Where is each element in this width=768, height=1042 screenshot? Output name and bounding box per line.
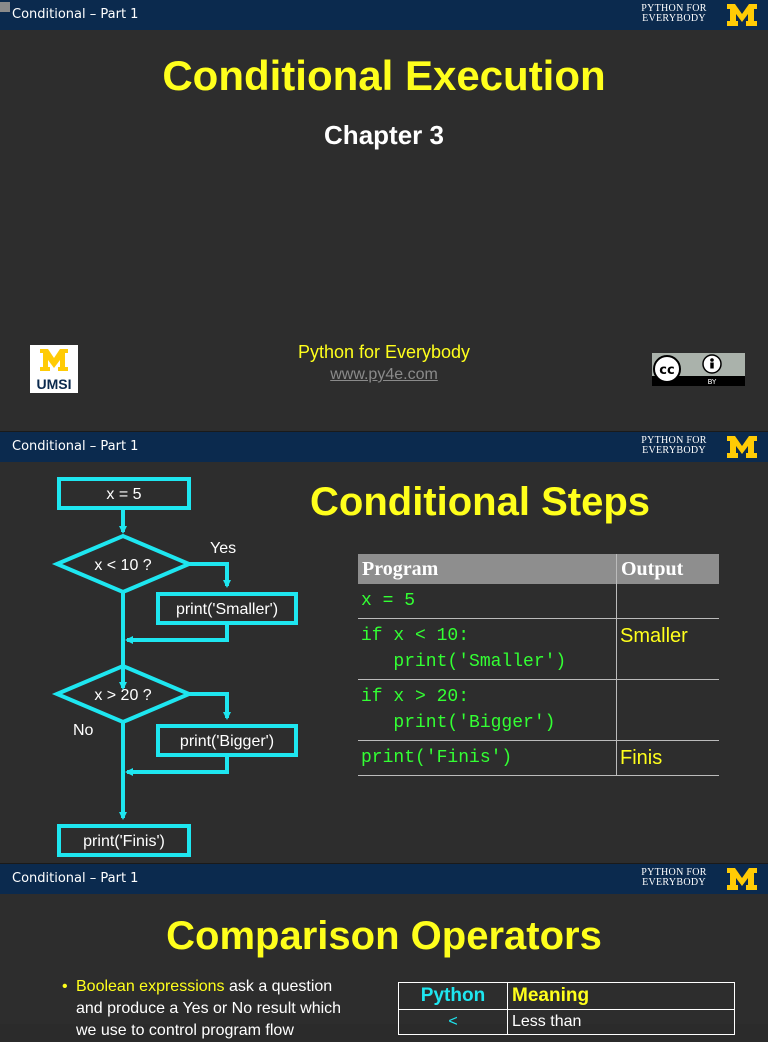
flow-label-bigger: print('Bigger') [179,733,275,750]
table-header-row [358,554,719,584]
block-m-logo [726,3,758,27]
brand-text [634,4,714,24]
code-line: print('Smaller') [361,652,567,672]
header-title: Conditional – Part 1 [12,871,139,886]
operator-cell: < [399,1010,508,1035]
code-cell [358,741,617,776]
output-cell: Finis [617,741,720,776]
output-cell [617,584,720,619]
table-row [358,741,719,776]
flow-label-finis: print('Finis') [83,833,165,850]
slide-header [0,864,768,894]
header-title: Conditional – Part 1 [12,7,139,22]
bullet-highlight: Boolean expressions [76,978,225,995]
flowchart [0,462,340,864]
comparison-table [398,982,735,1035]
column-header-output: Output [617,554,720,584]
brand-line-1: PYTHON FOR [641,435,707,446]
header-title: Conditional – Part 1 [12,439,139,454]
slide-header [0,432,768,462]
slide-conditional-steps [0,432,768,864]
footer-title: Python for Everybody [297,342,471,362]
slide-title-text: Conditional Steps [310,480,650,524]
cc-by-badge [652,353,745,386]
flow-label-assign: x = 5 [106,486,142,503]
flow-label-lt10: x < 10 ? [94,557,152,574]
brand-line-1: PYTHON FOR [641,867,707,878]
brand-line-2: EVERYBODY [642,877,706,888]
program-output-table [358,554,719,776]
flow-label-yes: Yes [210,540,237,557]
code-line: print('Finis') [361,748,513,768]
brand-text [634,436,714,456]
bullet-line-3: we use to control program flow [76,1022,294,1039]
bullet-dot-icon: • [62,978,68,995]
slide-header [0,0,768,30]
table-header-row [399,983,735,1010]
code-line: if x < 10: [361,626,470,646]
chapter-subtitle: Chapter 3 [324,120,444,150]
flow-label-gt20: x > 20 ? [94,687,152,704]
column-header-python: Python [399,983,508,1010]
thumbnail-marker [0,2,10,12]
footer-url-link[interactable]: www.py4e.com [330,366,438,383]
slide-comparison-operators [0,864,768,1039]
table-row [358,680,719,741]
bullet-line-2: and produce a Yes or No result which [76,1000,342,1017]
table-row [358,619,719,680]
output-cell: Smaller [617,619,720,680]
block-m-logo [726,867,758,891]
output-cell [617,680,720,741]
flow-label-no: No [73,722,94,739]
slide-title [0,0,768,432]
code-line: print('Bigger') [361,713,556,733]
code-cell [358,680,617,741]
slide-title-text: Conditional Execution [162,52,606,99]
svg-text:cc: cc [659,363,675,378]
brand-line-2: EVERYBODY [642,445,706,456]
brand-line-2: EVERYBODY [642,13,706,24]
table-row [358,584,719,619]
slide-title-text: Comparison Operators [166,914,602,958]
table-row [399,1010,735,1035]
code-line: x = 5 [361,591,416,611]
flow-label-smaller: print('Smaller') [175,601,279,618]
column-header-meaning: Meaning [508,983,735,1010]
column-header-program: Program [358,554,617,584]
code-line: if x > 20: [361,687,470,707]
code-cell [358,584,617,619]
umsi-label: UMSI [36,376,72,392]
code-cell [358,619,617,680]
brand-line-1: PYTHON FOR [641,3,707,14]
brand-text [634,868,714,888]
meaning-cell: Less than [508,1010,735,1035]
block-m-logo [726,435,758,459]
cc-by-label: BY [707,378,717,386]
bullet-line-1: ask a question [224,978,333,995]
bullet-text [62,976,376,1042]
